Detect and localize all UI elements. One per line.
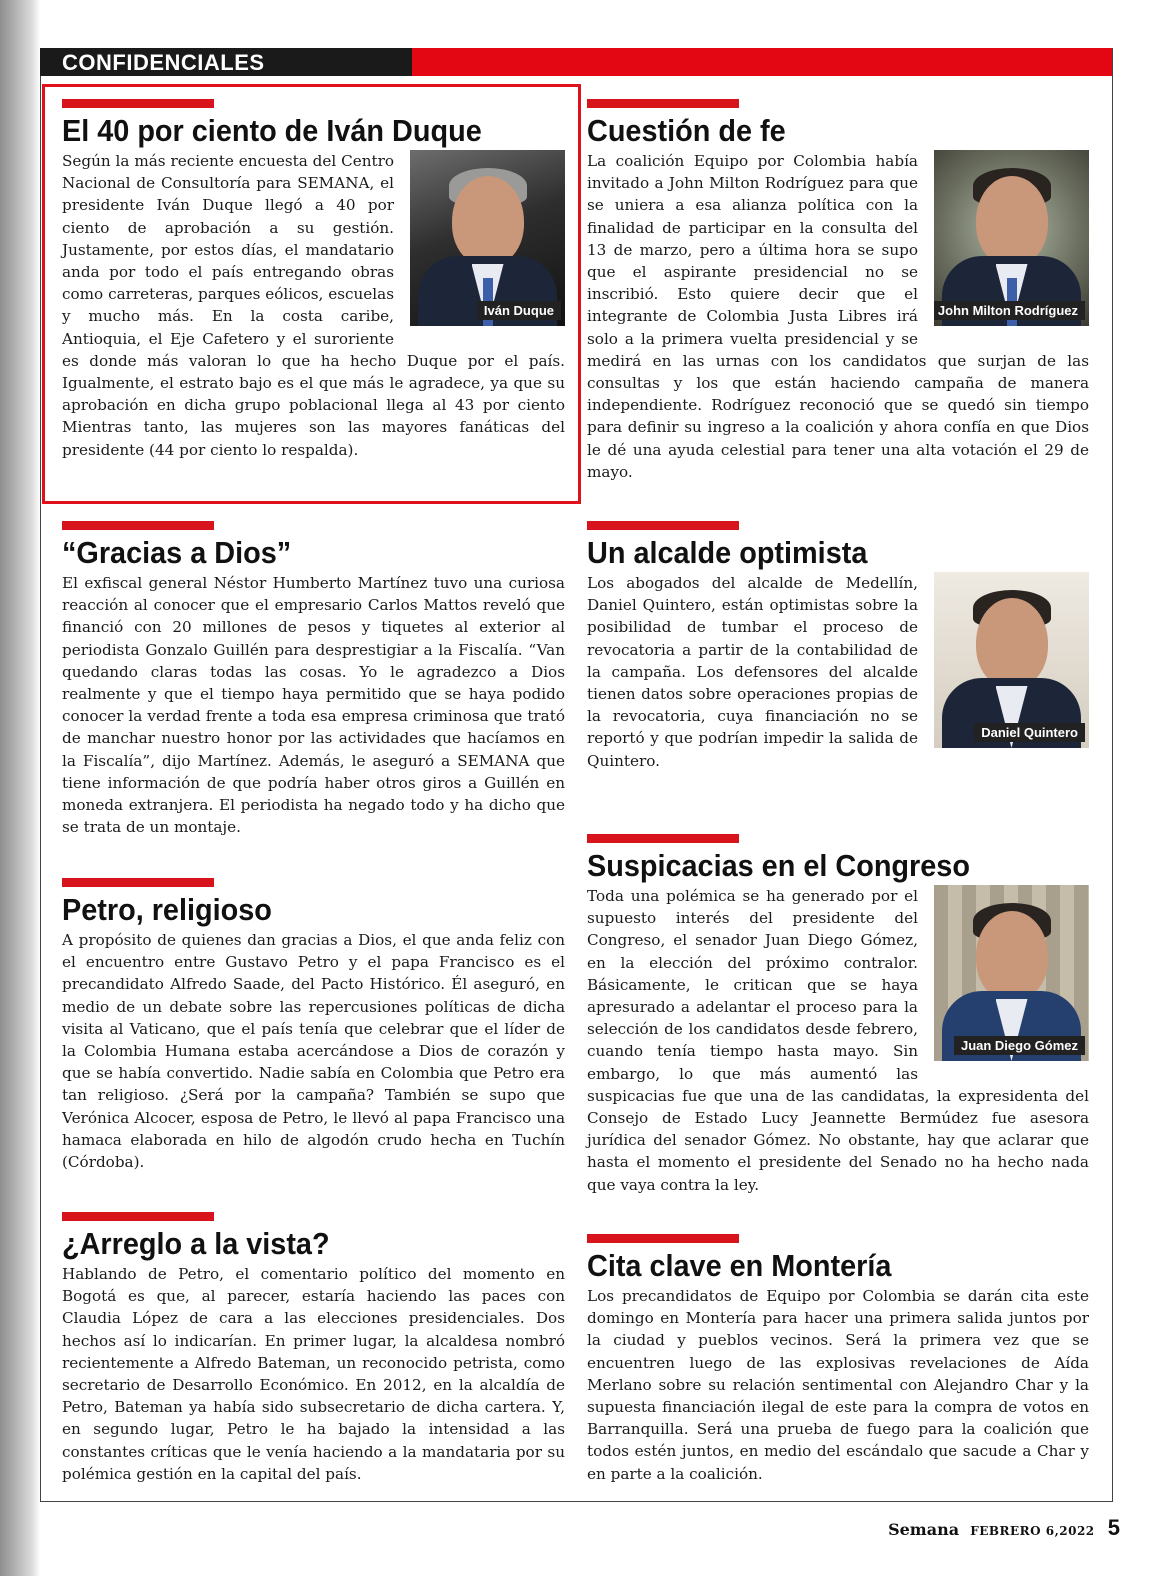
page-edge-shadow [0, 0, 40, 1576]
article-duque [62, 99, 565, 461]
photo-ivan-duque [410, 150, 565, 326]
article-cita-monteria [587, 1234, 1089, 1485]
photo-caption: Juan Diego Gómez [954, 1036, 1085, 1055]
footer-date: FEBRERO 6,2022 [970, 1524, 1095, 1538]
article-headline: “Gracias a Dios” [62, 535, 292, 570]
article-body: Los abogados del alcalde de Medellín, Daniel Quintero, están optimistas sobre la posibilidad de tumbar el proceso de revocatoria a partir de la contabilidad de la campaña. Los defensores del alcalde tienen datos sobre operaciones propias de la revocatoria, cuya financiación no se reportó y que podrían impedir la salida de Quintero. [587, 574, 918, 770]
article-headline: Un alcalde optimista [587, 535, 868, 570]
article-arreglo-a-la-vista [62, 1212, 565, 1485]
photo-juan-diego-gomez [934, 885, 1089, 1061]
article-red-rule [587, 1234, 739, 1243]
article-red-rule [62, 521, 214, 530]
article-gracias-a-dios [62, 521, 565, 838]
article-headline: Cuestión de fe [587, 113, 786, 148]
article-cuestion-de-fe [587, 99, 1089, 483]
article-petro-religioso [62, 878, 565, 1173]
page-number: 5 [1107, 1515, 1120, 1540]
section-title: CONFIDENCIALES [40, 48, 412, 76]
article-red-rule [62, 878, 214, 887]
photo-face [976, 911, 1048, 1001]
article-body: A propósito de quienes dan gracias a Dios, el que anda feliz con el encuentro entre Gustavo Petro y el papa Francisco es el precandidato Alfredo Saade, del Pacto Histórico. Él aseguró, en medio de un debate sobre las repercusiones políticas de dicha visita al Vaticano, que el país tenía que celebrar que el líder de la Colombia Humana estaba acercándose a Dios de corazón y que se había convertido. Nadie sabía en Colombia que Petro era tan religioso. ¿Será por la campaña? También se supo que Verónica Alcocer, esposa de Petro, le llevó al papa Francisco una hamaca elaborada en hilo de algodón crudo hecha en Tuchín (Córdoba). [62, 931, 565, 1172]
article-body: Toda una polémica se ha generado por el supuesto interés del presidente del Congreso, el senador Juan Diego Gómez, en la elección del próximo contralor. Básicamente, le critican que se haya apresurado a adelantar el proceso para la selección de los candidatos desde febrero, cuando tenía tiempo hasta mayo. Sin embargo, lo que más aumentó las suspicacias fue que una de las candidatas, la expresidenta del Consejo de Estado Lucy Jeannette Bermúdez fue asesora jurídica del senador Gómez. No obstante, hay que aclarar que hasta el momento el presidente del Senado no ha hecho nada que vaya contra la ley. [587, 887, 1089, 1194]
article-alcalde-optimista [587, 521, 1089, 772]
article-red-rule [587, 834, 739, 843]
article-body: Hablando de Petro, el comentario político del momento en Bogotá es que, al parecer, estaría haciendo las paces con Claudia López de cara a las elecciones presidenciales. Dos hechos así lo indicarían. En primer lugar, la alcaldesa nombró recientemente a Alfredo Bateman, un reconocido petrista, como secretario de Desarrollo Económico. En 2012, en la alcaldía de Petro, Bateman ya había sido subsecretario de dicha cartera. Y, en segundo lugar, Petro le ha bajado la intensidad a las constantes críticas que le venía haciendo a la mandataria por su polémica gestión en la capital del país. [62, 1265, 565, 1483]
photo-face [976, 598, 1048, 688]
photo-daniel-quintero [934, 572, 1089, 748]
photo-john-milton-rodriguez [934, 150, 1089, 326]
photo-face [452, 176, 524, 266]
article-body: La coalición Equipo por Colombia había invitado a John Milton Rodríguez para que se uniera a esa alianza política con la finalidad de participar en la consulta del 13 de marzo, pero a última hora se supo que el aspirante presidencial no se inscribió. Esto quiere decir que el integrante de Colombia Justa Libres irá solo a la primera vuelta presidencial y se medirá en las urnas con los candidatos que surjan de las consultas y los que están haciendo campaña de manera independiente. Rodríguez reconoció que se quedó sin tiempo para definir su ingreso a la coalición y ahora confía en que Dios le dé una ayuda celestial para tener una alta votación el 29 de mayo. [587, 152, 1089, 481]
photo-caption: Daniel Quintero [974, 723, 1085, 742]
article-red-rule [62, 1212, 214, 1221]
article-suspicacias-congreso [587, 834, 1089, 1196]
photo-face [976, 176, 1048, 266]
article-headline: ¿Arreglo a la vista? [62, 1226, 330, 1261]
photo-caption: Iván Duque [477, 301, 561, 320]
article-red-rule [587, 521, 739, 530]
article-body: El exfiscal general Néstor Humberto Martínez tuvo una curiosa reacción al conocer que el empresario Carlos Mattos reveló que financió con 20 millones de pesos y tiquetes al exterior al periodista Gonzalo Guillén para desprestigiar a la Fiscalía. “Van quedando claras todas las cosas. Yo le agradezco a Dios realmente y que el tiempo haya permitido que se haya podido conocer la verdad frente a toda esa empresa criminosa que trató de manchar nuestro honor por las actividades que hacíamos en la Fiscalía”, dijo Martínez. Además, le aseguró a SEMANA que tiene información de que podría haber otros giros a Guillén en moneda extranjera. El periodista ha negado todo y ha dicho que se trata de un montaje. [62, 574, 565, 837]
article-headline: Petro, religioso [62, 892, 272, 927]
page-footer [888, 1515, 1120, 1541]
article-headline: El 40 por ciento de Iván Duque [62, 113, 482, 148]
article-body: Según la más reciente encuesta del Centro Nacional de Consultoría para SEMANA, el presidente Iván Duque llegó a 40 por ciento de aprobación a su gestión. Justamente, por estos días, el mandatario anda por todo el país entregando obras como carreteras, parques eólicos, escuelas y mucho más. En la costa caribe, Antioquia, el Eje Cafetero y el suroriente es donde más valoran lo que ha hecho Duque por el país. Igualmente, el estrato bajo es el que más le agradece, ya que su aprobación en dicha grupo poblacional llega al 43 por ciento Mientras tanto, las mujeres son las mayores fanáticas del presidente (44 por ciento lo respalda). [62, 152, 565, 459]
footer-brand: Semana [888, 1520, 960, 1539]
article-headline: Suspicacias en el Congreso [587, 848, 970, 883]
photo-caption: John Milton Rodríguez [934, 301, 1085, 320]
section-header-bar [40, 48, 1112, 76]
article-red-rule [587, 99, 739, 108]
article-headline: Cita clave en Montería [587, 1248, 892, 1283]
article-body: Los precandidatos de Equipo por Colombia se darán cita este domingo en Montería para hacer una primera salida juntos por la ciudad y pueblos vecinos. Será la primera vez que se encuentren luego de las explosivas revelaciones de Aída Merlano sobre su relación sentimental con Alejandro Char y la supuesta financiación ilegal de este para la compra de votos en Barranquilla. Será una prueba de fuego para la coalición que todos estén juntos, en medio del escándalo que sacude a Char y en parte a la coalición. [587, 1287, 1089, 1483]
article-red-rule [62, 99, 214, 108]
